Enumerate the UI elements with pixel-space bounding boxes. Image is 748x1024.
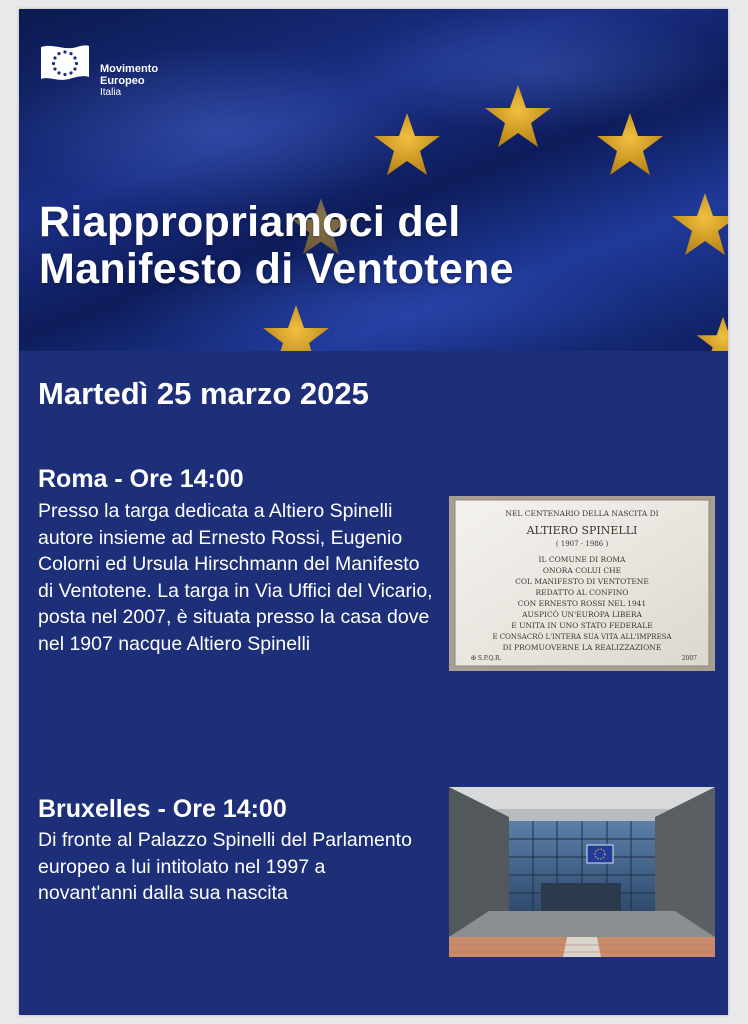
plaque-body-line: AUSPICÒ UN'EUROPA LIBERA bbox=[522, 610, 642, 619]
star-icon bbox=[485, 85, 551, 147]
plaque-body-line: E UNITA IN UNO STATO FEDERALE bbox=[511, 621, 653, 630]
hero-banner bbox=[19, 9, 728, 351]
rome-description: Presso la targa dedicata a Altiero Spinelli autore insieme ad Ernesto Rossi, Eugenio Colorni ed Ursula Hirschmann del Manifesto di Ventotene. La targa in Via Uffici del Vicario, posta nel 2007, è situata presso la casa dove nel 1907 nacque Altiero Spinelli bbox=[38, 500, 433, 655]
plaque-name: ALTIERO SPINELLI bbox=[526, 524, 638, 537]
star-icon bbox=[697, 317, 728, 351]
star-icon bbox=[597, 113, 663, 175]
star-icon bbox=[263, 305, 329, 351]
plaque-body-line: ONORA COLUI CHE bbox=[542, 566, 622, 575]
rome-heading: Roma - Ore 14:00 bbox=[38, 465, 244, 493]
eu-flag-icon bbox=[587, 845, 613, 863]
brussels-description: Di fronte al Palazzo Spinelli del Parlamento europeo a lui intitolato nel 1997 a novant'anni dalla sua nascita bbox=[38, 829, 412, 904]
plaque-line-1: NEL CENTENARIO DELLA NASCITA DI bbox=[505, 509, 659, 518]
title-line-2: Manifesto di Ventotene bbox=[39, 245, 514, 293]
star-icon bbox=[374, 113, 440, 175]
logo-line-3: Italia bbox=[100, 87, 122, 98]
logo-line-1: Movimento bbox=[100, 63, 159, 75]
event-poster bbox=[19, 9, 728, 1015]
plaque-body-line: COL MANIFESTO DI VENTOTENE bbox=[515, 577, 649, 586]
movimento-europeo-logo bbox=[39, 43, 158, 99]
parliament-building-photo bbox=[449, 787, 715, 957]
eu-flag-icon bbox=[39, 43, 91, 83]
plaque-body-line: E CONSACRÒ L'INTERA SUA VITA ALL'IMPRESA bbox=[492, 633, 672, 641]
plaque-body-line: CON ERNESTO ROSSI NEL 1941 bbox=[517, 599, 647, 608]
logo-line-2: Europeo bbox=[100, 75, 145, 87]
spinelli-plaque-photo bbox=[449, 496, 715, 671]
event-date: Martedì 25 marzo 2025 bbox=[38, 376, 369, 411]
plaque-body-line: REDATTO AL CONFINO bbox=[535, 588, 629, 597]
plaque-body-line: IL COMUNE DI ROMA bbox=[538, 555, 626, 564]
poster-title bbox=[39, 199, 699, 293]
plaque-footer-left: ✠ S.P.Q.R. bbox=[471, 655, 502, 662]
brussels-heading: Bruxelles - Ore 14:00 bbox=[38, 795, 287, 823]
plaque-body-line: DI PROMUOVERNE LA REALIZZAZIONE bbox=[502, 643, 662, 652]
plaque-footer-right: 2007 bbox=[681, 655, 697, 662]
title-line-1: Riappropriamoci del bbox=[39, 198, 461, 246]
plaque-years: ( 1907 - 1986 ) bbox=[555, 540, 609, 548]
